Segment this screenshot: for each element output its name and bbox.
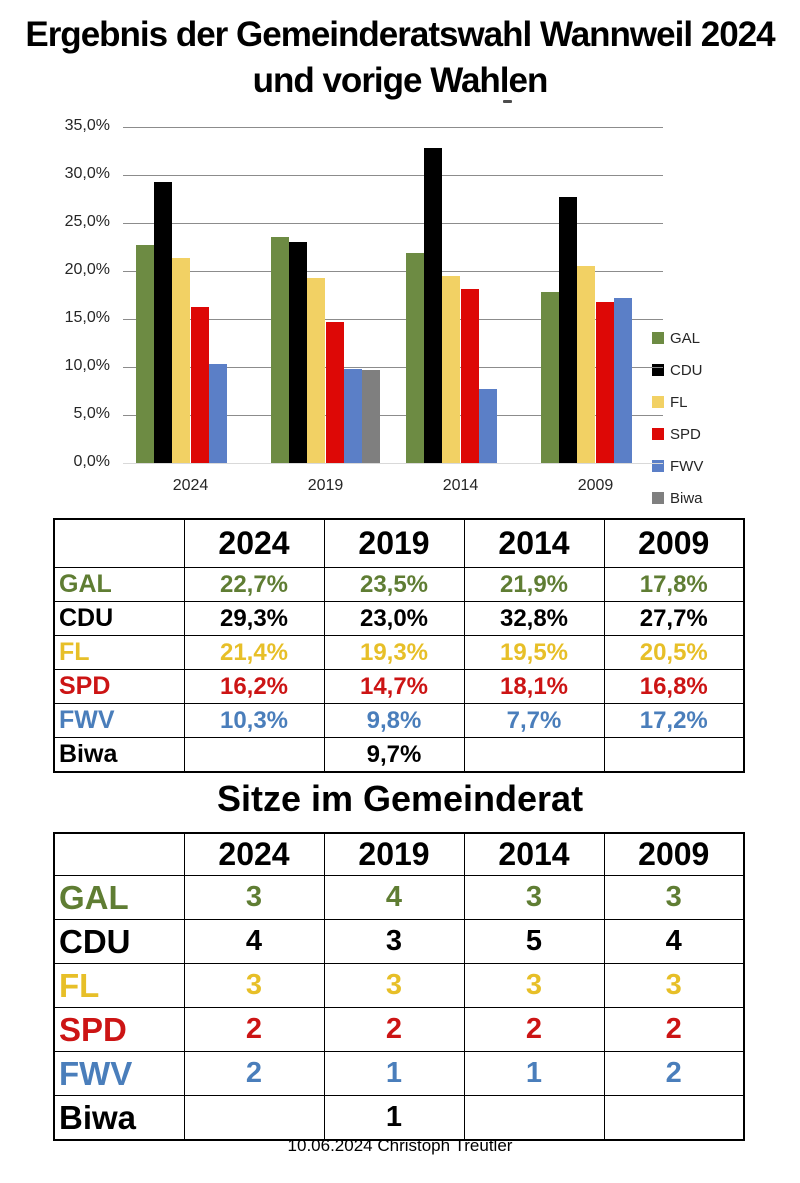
legend-swatch-icon <box>652 428 664 440</box>
cell-Biwa-2014 <box>464 738 604 773</box>
cell-GAL-2024: 3 <box>184 876 324 920</box>
cell-CDU-2014: 32,8% <box>464 602 604 636</box>
legend-label: GAL <box>670 329 701 347</box>
table-row-CDU <box>54 602 744 636</box>
cell-Biwa-2019: 1 <box>324 1096 464 1141</box>
table-row-FWV <box>54 704 744 738</box>
table-row-Biwa <box>54 1096 744 1141</box>
cell-Biwa-2024 <box>184 738 324 773</box>
bar-Biwa-2019 <box>362 370 380 463</box>
gridline-0 <box>123 463 663 464</box>
cell-GAL-2019: 4 <box>324 876 464 920</box>
cell-FL-2014: 19,5% <box>464 636 604 670</box>
cell-Biwa-2009 <box>604 738 744 773</box>
x-axis-label-2014: 2014 <box>442 477 479 494</box>
results-bar-chart <box>0 110 800 510</box>
cell-FWV-2014: 7,7% <box>464 704 604 738</box>
bar-FWV-2024 <box>209 364 227 463</box>
legend-item-GAL <box>652 322 703 354</box>
legend-item-SPD <box>652 418 703 450</box>
cell-Biwa-2019: 9,7% <box>324 738 464 773</box>
party-label-FWV: FWV <box>54 704 184 738</box>
bar-CDU-2009 <box>559 197 577 463</box>
gridline-35 <box>123 127 663 128</box>
cell-SPD-2009: 2 <box>604 1008 744 1052</box>
bar-FWV-2009 <box>614 298 632 463</box>
bar-GAL-2019 <box>271 237 289 463</box>
bar-FWV-2019 <box>344 369 362 463</box>
bar-FWV-2014 <box>479 389 497 463</box>
cell-FWV-2024: 2 <box>184 1052 324 1096</box>
cell-GAL-2014: 3 <box>464 876 604 920</box>
column-header-empty <box>54 833 184 876</box>
cell-CDU-2009: 4 <box>604 920 744 964</box>
cell-GAL-2009: 17,8% <box>604 568 744 602</box>
bar-CDU-2014 <box>424 148 442 463</box>
column-header-empty <box>54 519 184 568</box>
table-row-FWV <box>54 1052 744 1096</box>
gridline-30 <box>123 175 663 176</box>
cell-GAL-2019: 23,5% <box>324 568 464 602</box>
column-header-2019: 2019 <box>324 519 464 568</box>
cell-FL-2014: 3 <box>464 964 604 1008</box>
bar-SPD-2009 <box>596 302 614 463</box>
y-tick-label: 5,0% <box>73 405 110 422</box>
cell-SPD-2019: 2 <box>324 1008 464 1052</box>
page-title <box>0 12 800 104</box>
cell-GAL-2024: 22,7% <box>184 568 324 602</box>
cell-FL-2009: 3 <box>604 964 744 1008</box>
y-tick-label: 15,0% <box>64 309 110 326</box>
legend-swatch-icon <box>652 460 664 472</box>
party-label-GAL: GAL <box>54 568 184 602</box>
party-label-FL: FL <box>54 636 184 670</box>
cell-FWV-2014: 1 <box>464 1052 604 1096</box>
cell-FWV-2019: 1 <box>324 1052 464 1096</box>
table-row-SPD <box>54 1008 744 1052</box>
bar-CDU-2019 <box>289 242 307 463</box>
legend-label: SPD <box>670 425 701 443</box>
x-axis-label-2024: 2024 <box>172 477 209 494</box>
x-axis-label-2009: 2009 <box>577 477 614 494</box>
legend-item-FL <box>652 386 703 418</box>
party-label-CDU: CDU <box>54 602 184 636</box>
cell-GAL-2009: 3 <box>604 876 744 920</box>
table-row-Biwa <box>54 738 744 773</box>
column-header-2009: 2009 <box>604 519 744 568</box>
cell-SPD-2014: 2 <box>464 1008 604 1052</box>
legend-swatch-icon <box>652 332 664 344</box>
bar-SPD-2024 <box>191 307 209 463</box>
column-header-2024: 2024 <box>184 519 324 568</box>
cell-Biwa-2014 <box>464 1096 604 1141</box>
column-header-2014: 2014 <box>464 519 604 568</box>
cell-CDU-2009: 27,7% <box>604 602 744 636</box>
cell-GAL-2014: 21,9% <box>464 568 604 602</box>
y-tick-label: 20,0% <box>64 261 110 278</box>
cell-FWV-2019: 9,8% <box>324 704 464 738</box>
footer-credit: 10.06.2024 Christoph Treutler <box>287 1136 513 1155</box>
table-header-row <box>54 833 744 876</box>
table-header-row <box>54 519 744 568</box>
bar-GAL-2024 <box>136 245 154 463</box>
cell-FWV-2024: 10,3% <box>184 704 324 738</box>
y-tick-label: 35,0% <box>64 117 110 134</box>
legend-label: CDU <box>670 361 703 379</box>
percent-results-table <box>53 518 745 773</box>
cell-SPD-2009: 16,8% <box>604 670 744 704</box>
page-title-line1: Ergebnis der Gemeinderatswahl Wannweil 2024 <box>25 15 775 54</box>
bar-SPD-2019 <box>326 322 344 463</box>
cell-SPD-2019: 14,7% <box>324 670 464 704</box>
cell-SPD-2014: 18,1% <box>464 670 604 704</box>
page-title-line2: und vorige Wahlen <box>252 61 548 100</box>
cell-FWV-2009: 17,2% <box>604 704 744 738</box>
cell-FL-2024: 3 <box>184 964 324 1008</box>
y-tick-label: 30,0% <box>64 165 110 182</box>
legend-label: Biwa <box>670 489 703 507</box>
bar-FL-2024 <box>172 258 190 463</box>
column-header-2019: 2019 <box>324 833 464 876</box>
party-label-SPD: SPD <box>54 670 184 704</box>
table-row-FL <box>54 636 744 670</box>
legend-swatch-icon <box>652 396 664 408</box>
party-label-CDU: CDU <box>54 920 184 964</box>
cell-FL-2019: 3 <box>324 964 464 1008</box>
seats-table <box>53 832 745 1141</box>
party-label-Biwa: Biwa <box>54 1096 184 1141</box>
bar-FL-2019 <box>307 278 325 463</box>
legend-label: FWV <box>670 457 704 475</box>
x-axis-label-2019: 2019 <box>307 477 344 494</box>
table-row-CDU <box>54 920 744 964</box>
bar-FL-2014 <box>442 276 460 463</box>
legend-swatch-icon <box>652 364 664 376</box>
cell-CDU-2019: 23,0% <box>324 602 464 636</box>
cell-FL-2009: 20,5% <box>604 636 744 670</box>
table-row-GAL <box>54 876 744 920</box>
cell-FL-2019: 19,3% <box>324 636 464 670</box>
table-row-SPD <box>54 670 744 704</box>
cell-Biwa-2024 <box>184 1096 324 1141</box>
column-header-2009: 2009 <box>604 833 744 876</box>
gridline-25 <box>123 223 663 224</box>
cell-CDU-2019: 3 <box>324 920 464 964</box>
legend-item-CDU <box>652 354 703 386</box>
party-label-Biwa: Biwa <box>54 738 184 773</box>
column-header-2024: 2024 <box>184 833 324 876</box>
table-row-FL <box>54 964 744 1008</box>
y-tick-label: 25,0% <box>64 213 110 230</box>
bar-SPD-2014 <box>461 289 479 463</box>
cell-Biwa-2009 <box>604 1096 744 1141</box>
party-label-GAL: GAL <box>54 876 184 920</box>
bar-GAL-2009 <box>541 292 559 463</box>
cell-CDU-2024: 4 <box>184 920 324 964</box>
table-row-GAL <box>54 568 744 602</box>
bar-CDU-2024 <box>154 182 172 463</box>
party-label-FWV: FWV <box>54 1052 184 1096</box>
y-tick-label: 10,0% <box>64 357 110 374</box>
party-label-FL: FL <box>54 964 184 1008</box>
party-label-SPD: SPD <box>54 1008 184 1052</box>
cell-FWV-2009: 2 <box>604 1052 744 1096</box>
cell-FL-2024: 21,4% <box>184 636 324 670</box>
cell-SPD-2024: 16,2% <box>184 670 324 704</box>
y-tick-label: 0,0% <box>73 453 110 470</box>
cell-CDU-2014: 5 <box>464 920 604 964</box>
bar-FL-2009 <box>577 266 595 463</box>
legend-label: FL <box>670 393 688 411</box>
cell-SPD-2024: 2 <box>184 1008 324 1052</box>
chart-title-dash <box>503 100 512 103</box>
seats-title: Sitze im Gemeinderat <box>216 778 584 819</box>
cell-CDU-2024: 29,3% <box>184 602 324 636</box>
bar-GAL-2014 <box>406 253 424 463</box>
column-header-2014: 2014 <box>464 833 604 876</box>
